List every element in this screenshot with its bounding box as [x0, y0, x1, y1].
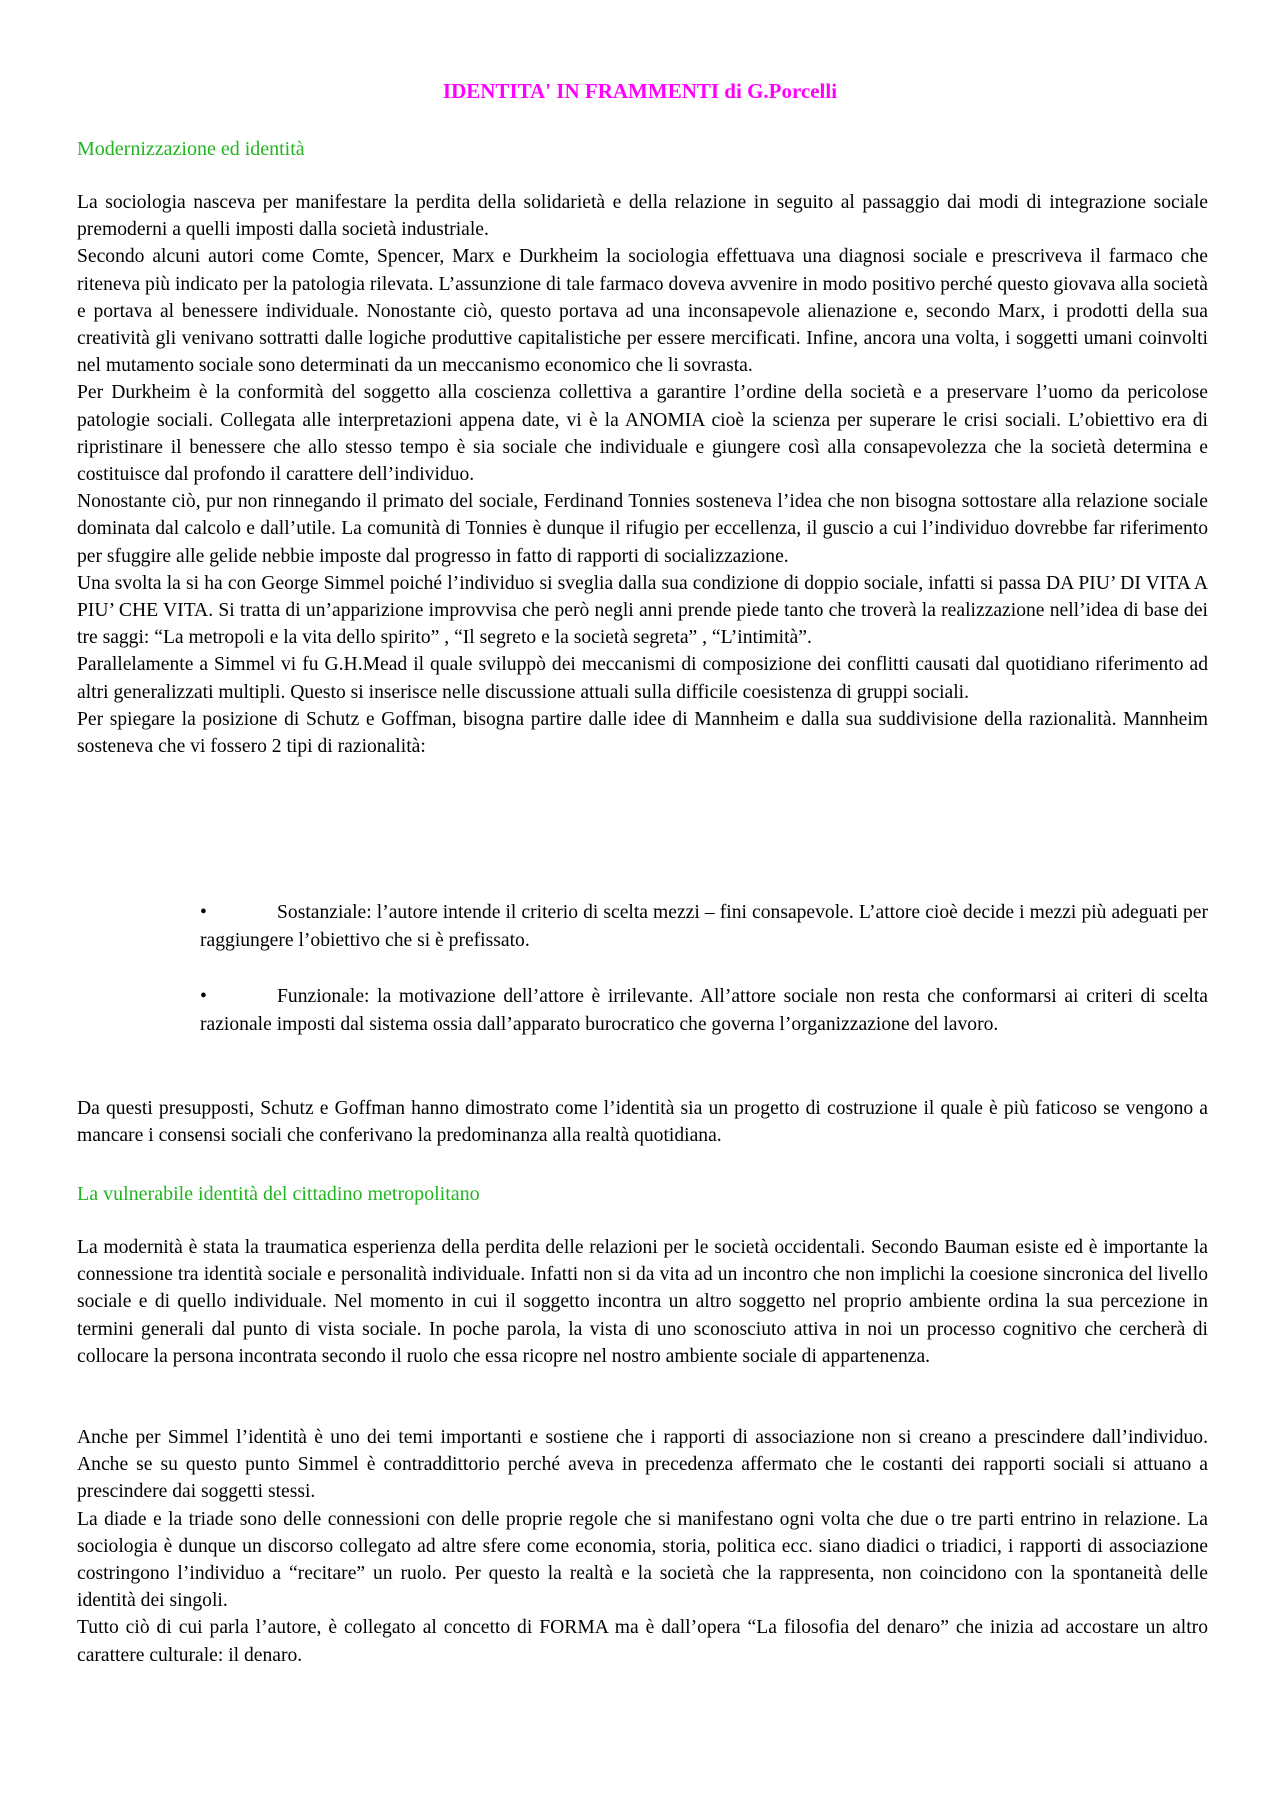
bullet-text: Sostanziale: l’autore intende il criterio di scelta mezzi – fini consapevole. L’attore cioè decide i mezzi più adeguati per raggiungere l’obiettivo che si è prefissato.	[200, 902, 1208, 951]
paragraph: Parallelamente a Simmel vi fu G.H.Mead il quale sviluppò dei meccanismi di composizione dei conflitti causati dal quotidiano riferimento ad altri generalizzati multipli. Questo si inserisce nelle discussione attuali sulla difficile coesistenza di gruppi sociali.	[77, 654, 1208, 703]
paragraph: Tutto ciò di cui parla l’autore, è collegato al concetto di FORMA ma è dall’opera “La filosofia del denaro” che inizia ad accostare un altro carattere culturale: il denaro.	[77, 1617, 1208, 1666]
bullet-item	[200, 983, 1208, 1039]
section-heading-modernizzazione: Modernizzazione ed identità	[77, 138, 305, 160]
paragraph: Per Durkheim è la conformità del soggetto alla coscienza collettiva a garantire l’ordine della società e a preservare l’uomo da pericolose patologie sociali. Collegata alle interpretazioni appena date, vi è la ANOMIA cioè la scienza per superare le crisi sociali. L’obiettivo era di ripristinare il benessere che allo stesso tempo è sia sociale che individuale e giungere così alla consapevolezza che la società determina e costituisce dal profondo il carattere dell’individuo.	[77, 382, 1208, 486]
section-body-vulnerabile-2	[77, 1424, 1208, 1669]
paragraph: Nonostante ciò, pur non rinnegando il primato del sociale, Ferdinand Tonnies sosteneva l’idea che non bisogna sottostare alla relazione sociale dominata dal calcolo e dall’utile. La comunità di Tonnies è dunque il rifugio per eccellenza, il guscio a cui l’individuo dovrebbe far riferimento per sfuggire alle gelide nebbie imposte dal progresso in fatto di rapporti di socializzazione.	[77, 491, 1208, 567]
paragraph: Una svolta la si ha con George Simmel poiché l’individuo si sveglia dalla sua condizione di doppio sociale, infatti si passa DA PIU’ DI VITA A PIU’ CHE VITA. Si tratta di un’apparizione improvvisa che però negli anni prende piede tanto che troverà la realizzazione nell’idea di base dei tre saggi: “La metropoli e la vita dello spirito” , “Il segreto e la società segreta” , “L’intimità”.	[77, 572, 1208, 649]
bullet-icon: •	[200, 986, 207, 1007]
paragraph: La sociologia nasceva per manifestare la perdita della solidarietà e della relazione in seguito al passaggio dai modi di integrazione sociale premoderni a quelli imposti dalla società industriale.	[77, 192, 1208, 241]
paragraph: La diade e la triade sono delle connessioni con delle proprie regole che si manifestano ogni volta che due o tre parti entrino in relazione. La sociologia è dunque un discorso collegato ad altre sfere come economia, storia, politica ecc. siano diadici o triadici, i rapporti di associazione costringono l’individuo a “recitare” un ruolo. Per questo la realtà e la società che la rappresenta, non coincidono con la spontaneità delle identità dei singoli.	[77, 1508, 1208, 1612]
paragraph: Anche per Simmel l’identità è uno dei temi importanti e sostiene che i rapporti di associazione non si creano a prescindere dall’individuo. Anche se su questo punto Simmel è contraddittorio perché aveva in precedenza affermato che le costanti dei rapporti sociali si attuano a prescindere dai soggetti stessi.	[77, 1427, 1208, 1503]
section-body-modernizzazione	[77, 189, 1208, 760]
paragraph: Per spiegare la posizione di Schutz e Goffman, bisogna partire dalle idee di Mannheim e dalla sua suddivisione della razionalità. Mannheim sosteneva che vi fossero 2 tipi di razionalità:	[77, 708, 1208, 758]
section-body-vulnerabile-1: La modernità è stata la traumatica esperienza della perdita delle relazioni per le società occidentali. Secondo Bauman esiste ed è importante la connessione tra identità sociale e personalità individuale. Infatti non si da vita ad un incontro che non implichi la coesione sincronica del livello sociale e di quello individuale. Nel momento in cui il soggetto incontra un altro soggetto nel proprio ambiente ordina la sua percezione in termini generali dal punto di vista sociale. In poche parola, la vista di uno sconosciuto attiva in noi un processo cognitivo che cercherà di collocare la persona incontrata secondo il ruolo che essa ricopre nel nostro ambiente sociale di appartenenza.	[77, 1237, 1208, 1367]
bullet-text: Funzionale: la motivazione dell’attore è irrilevante. All’attore sociale non resta che conformarsi ai criteri di scelta razionale imposti dal sistema ossia dall’apparato burocratico che governa l’organizzazione del lavoro.	[200, 986, 1208, 1035]
closing-paragraph: Da questi presupposti, Schutz e Goffman hanno dimostrato come l’identità sia un progetto di costruzione il quale è più faticoso se vengono a mancare i consensi sociali che conferivano la predominanza alla realtà quotidiana.	[77, 1098, 1208, 1147]
section-heading-vulnerabile: La vulnerabile identità del cittadino metropolitano	[77, 1183, 480, 1205]
bullet-item	[200, 899, 1208, 955]
document-title: IDENTITA' IN FRAMMENTI di G.Porcelli	[442, 79, 838, 103]
paragraph: Secondo alcuni autori come Comte, Spencer, Marx e Durkheim la sociologia effettuava una diagnosi sociale e prescriveva il farmaco che riteneva più indicato per la patologia rilevata. L’assunzione di tale farmaco doveva avvenire in modo positivo perché questo giovava alla società e portava al benessere individuale. Nonostante ciò, questo portava ad una inconsapevole alienazione e, secondo Marx, i prodotti della sua creatività gli venivano sottratti dalle logiche produttive capitalistiche per essere mercificati. Infine, ancora una volta, i soggetti umani coinvolti nel mutamento sociale sono determinati da un meccanismo economico che li sovrasta.	[77, 246, 1208, 377]
bullet-icon: •	[200, 902, 207, 923]
